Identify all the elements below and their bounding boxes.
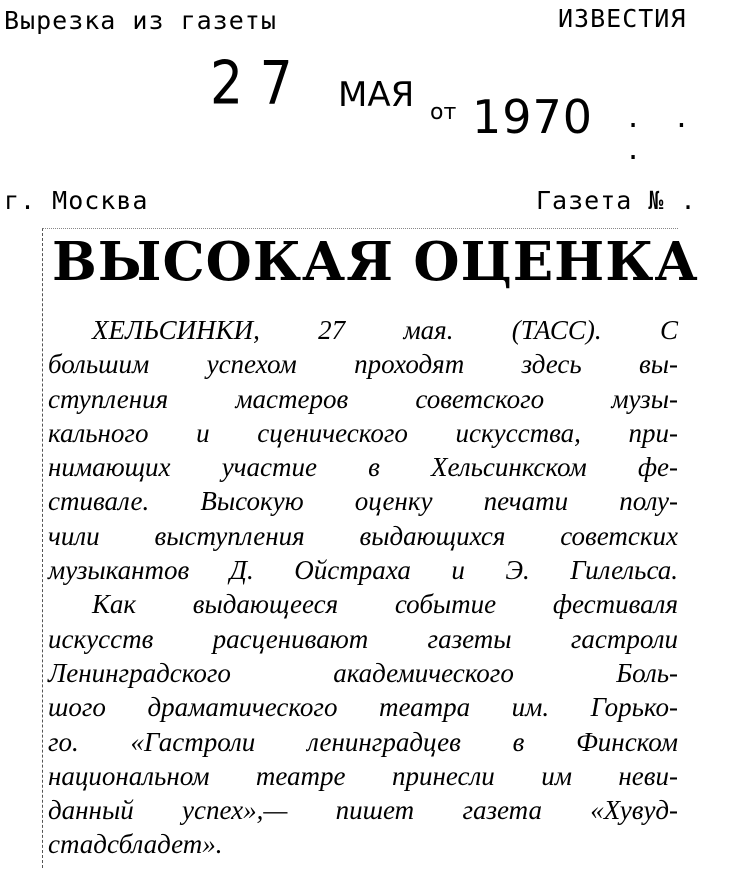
article-line: стадсбладет».: [48, 829, 223, 860]
newspaper-name: ИЗВЕСТИЯ: [558, 4, 687, 33]
stamp-day: 2 7: [210, 49, 293, 119]
article-line: Как выдающееся событие фестиваля: [92, 589, 678, 620]
article-line: стивале. Высокую оценку печати полу-: [48, 486, 678, 517]
gazette-number-label: Газета № .: [536, 186, 697, 215]
article-headline: ВЫСОКАЯ ОЦЕНКА: [52, 231, 699, 293]
clipping-source-label: Вырезка из газеты: [4, 6, 277, 35]
article-line: Ленинградского академического Боль-: [48, 657, 678, 688]
article-line: музыкантов Д. Ойстраха и Э. Гилельса.: [48, 555, 678, 586]
city-label: г. Москва: [4, 186, 149, 215]
article-line: чили выступления выдающихся советских: [48, 520, 678, 551]
article-line: национальном театре принесли им неви-: [48, 760, 678, 791]
article-line: большим успехом проходят здесь вы-: [48, 349, 678, 380]
article-line: шого драматического театра им. Горько-: [48, 692, 678, 723]
stamp-from: от: [430, 100, 457, 125]
stamp-month: МАЯ: [338, 75, 415, 115]
article-line: ХЕЛЬСИНКИ, 27 мая. (ТАСС). С: [92, 315, 678, 345]
article-line: искусств расценивают газеты гастроли: [48, 623, 678, 654]
article-line: данный успех»,— пишет газета «Хувуд-: [48, 795, 678, 826]
stamp-dots: . . .: [628, 97, 701, 167]
article-line: нимающих участие в Хельсинкском фе-: [48, 452, 678, 483]
article-line: ступления мастеров советского музы-: [48, 383, 678, 414]
article-line: кального и сценического искусства, при-: [48, 417, 678, 448]
date-stamp: [210, 48, 730, 168]
article-line: го. «Гастроли ленинградцев в Финском: [48, 726, 678, 757]
article-body: [48, 313, 678, 862]
stamp-year: 1970: [472, 90, 594, 144]
